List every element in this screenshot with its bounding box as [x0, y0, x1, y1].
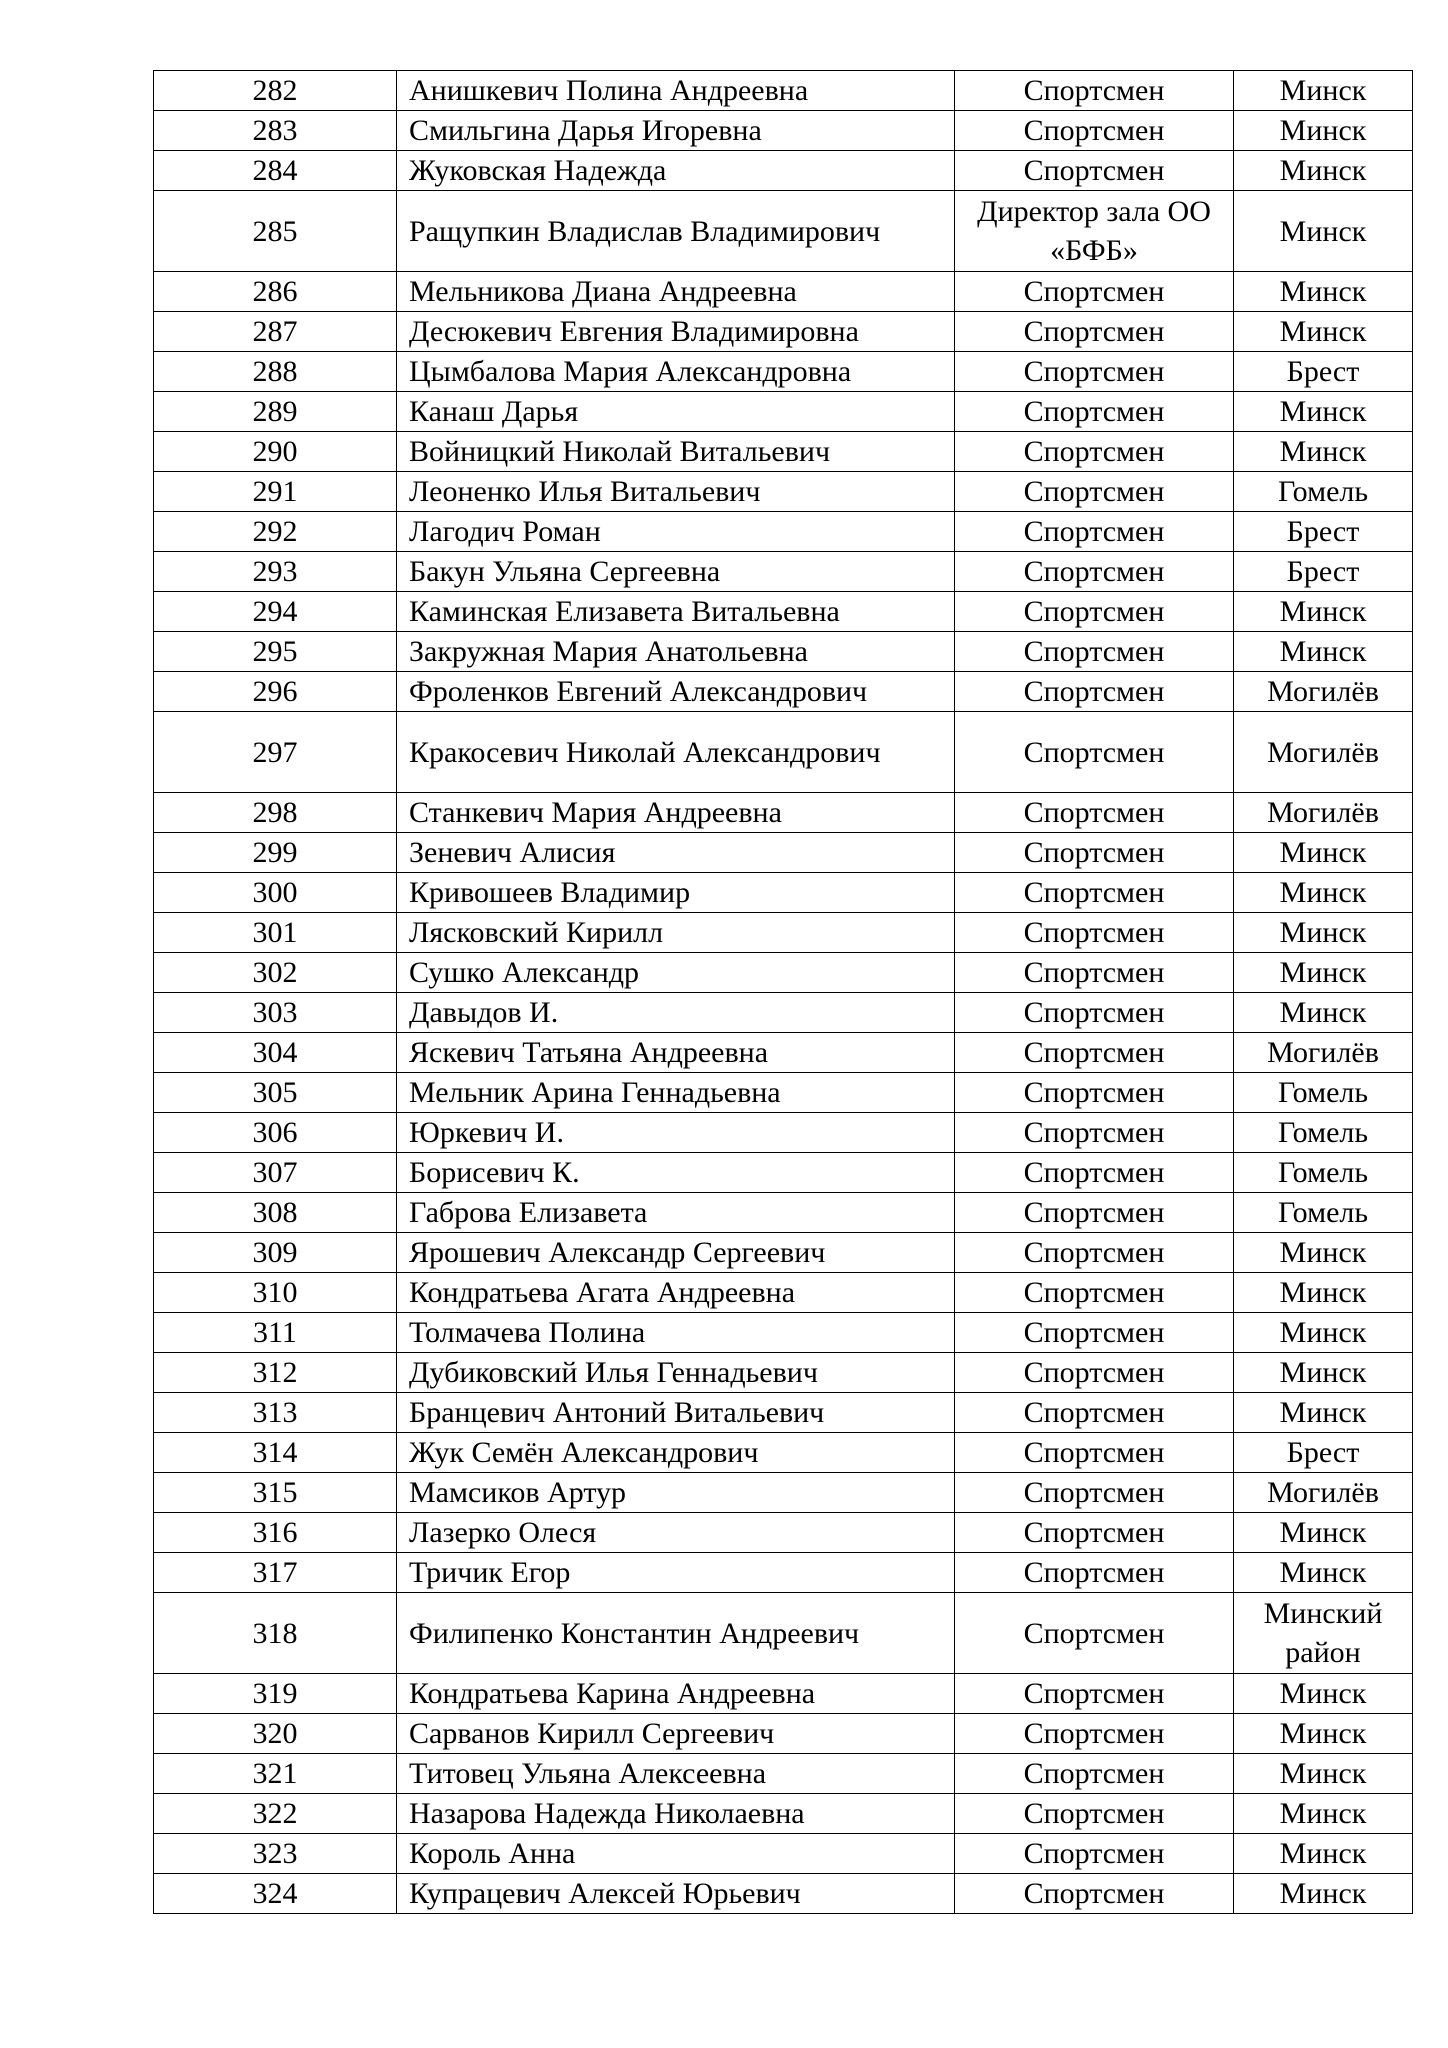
row-number: 304 [154, 1033, 397, 1073]
row-number: 309 [154, 1233, 397, 1273]
row-number: 286 [154, 272, 397, 312]
person-name: Жуковская Надежда [397, 151, 955, 191]
table-row [154, 712, 1413, 793]
row-number: 306 [154, 1113, 397, 1153]
person-name: Лазерко Олеся [397, 1513, 955, 1553]
person-role: Спортсмен [955, 913, 1234, 953]
person-role: Спортсмен [955, 1834, 1234, 1874]
row-number: 300 [154, 873, 397, 913]
table-row [154, 1834, 1413, 1874]
person-role: Спортсмен [955, 1313, 1234, 1353]
person-city: Минск [1234, 1674, 1413, 1714]
person-city: Гомель [1234, 1193, 1413, 1233]
table-row [154, 1353, 1413, 1393]
table-row [154, 993, 1413, 1033]
person-city: Минск [1234, 1794, 1413, 1834]
table-row [154, 672, 1413, 712]
table-row [154, 1674, 1413, 1714]
person-name: Купрацевич Алексей Юрьевич [397, 1874, 955, 1914]
person-role: Спортсмен [955, 1273, 1234, 1313]
row-number: 311 [154, 1313, 397, 1353]
person-city: Могилёв [1234, 1473, 1413, 1513]
table-row [154, 552, 1413, 592]
person-name: Мельникова Диана Андреевна [397, 272, 955, 312]
person-name: Бранцевич Антоний Витальевич [397, 1393, 955, 1433]
row-number: 292 [154, 512, 397, 552]
person-role: Спортсмен [955, 873, 1234, 913]
person-role: Спортсмен [955, 392, 1234, 432]
row-number: 299 [154, 833, 397, 873]
person-city: Гомель [1234, 472, 1413, 512]
person-city: Минск [1234, 151, 1413, 191]
table-row [154, 272, 1413, 312]
person-city: Минск [1234, 71, 1413, 111]
person-name: Десюкевич Евгения Владимировна [397, 312, 955, 352]
table-row [154, 71, 1413, 111]
person-role: Спортсмен [955, 1553, 1234, 1593]
table-row [154, 953, 1413, 993]
person-city: Минск [1234, 632, 1413, 672]
table-row [154, 873, 1413, 913]
table-row [154, 1273, 1413, 1313]
person-name: Каминская Елизавета Витальевна [397, 592, 955, 632]
person-name: Зеневич Алисия [397, 833, 955, 873]
person-name: Лясковский Кирилл [397, 913, 955, 953]
table-row [154, 432, 1413, 472]
person-role: Спортсмен [955, 71, 1234, 111]
person-city: Минск [1234, 312, 1413, 352]
table-row [154, 1513, 1413, 1553]
person-name: Кондратьева Агата Андреевна [397, 1273, 955, 1313]
table-row [154, 913, 1413, 953]
person-role: Спортсмен [955, 1073, 1234, 1113]
table-row [154, 1473, 1413, 1513]
person-city: Минск [1234, 1874, 1413, 1914]
person-role: Спортсмен [955, 1393, 1234, 1433]
person-role: Спортсмен [955, 993, 1234, 1033]
person-role: Спортсмен [955, 1153, 1234, 1193]
person-role: Спортсмен [955, 1754, 1234, 1794]
person-name: Кракосевич Николай Александрович [397, 712, 955, 793]
person-name: Анишкевич Полина Андреевна [397, 71, 955, 111]
table-row [154, 1593, 1413, 1674]
row-number: 316 [154, 1513, 397, 1553]
person-city: Минск [1234, 833, 1413, 873]
person-role: Спортсмен [955, 1113, 1234, 1153]
table-row [154, 592, 1413, 632]
row-number: 308 [154, 1193, 397, 1233]
table-row [154, 632, 1413, 672]
row-number: 297 [154, 712, 397, 793]
table-row [154, 1193, 1413, 1233]
person-city: Брест [1234, 512, 1413, 552]
table-row [154, 1313, 1413, 1353]
person-role: Спортсмен [955, 953, 1234, 993]
row-number: 288 [154, 352, 397, 392]
person-city: Минский район [1234, 1593, 1413, 1674]
table-row [154, 1433, 1413, 1473]
person-role: Спортсмен [955, 512, 1234, 552]
person-city: Минск [1234, 1513, 1413, 1553]
table-row [154, 1754, 1413, 1794]
table-row [154, 1393, 1413, 1433]
table-row [154, 151, 1413, 191]
row-number: 320 [154, 1714, 397, 1754]
row-number: 321 [154, 1754, 397, 1794]
person-city: Гомель [1234, 1073, 1413, 1113]
row-number: 322 [154, 1794, 397, 1834]
person-role: Спортсмен [955, 552, 1234, 592]
person-city: Минск [1234, 392, 1413, 432]
person-name: Мамсиков Артур [397, 1473, 955, 1513]
person-role: Спортсмен [955, 1433, 1234, 1473]
table-row [154, 512, 1413, 552]
person-name: Король Анна [397, 1834, 955, 1874]
row-number: 303 [154, 993, 397, 1033]
row-number: 283 [154, 111, 397, 151]
person-city: Минск [1234, 272, 1413, 312]
person-role: Спортсмен [955, 793, 1234, 833]
person-city: Минск [1234, 111, 1413, 151]
person-name: Фроленков Евгений Александрович [397, 672, 955, 712]
person-role: Спортсмен [955, 672, 1234, 712]
person-name: Толмачева Полина [397, 1313, 955, 1353]
person-name: Сушко Александр [397, 953, 955, 993]
person-name: Борисевич К. [397, 1153, 955, 1193]
person-name: Давыдов И. [397, 993, 955, 1033]
person-name: Кондратьева Карина Андреевна [397, 1674, 955, 1714]
person-role: Спортсмен [955, 1513, 1234, 1553]
table-row [154, 1153, 1413, 1193]
person-role: Спортсмен [955, 472, 1234, 512]
person-name: Цымбалова Мария Александровна [397, 352, 955, 392]
person-name: Титовец Ульяна Алексеевна [397, 1754, 955, 1794]
person-name: Ращупкин Владислав Владимирович [397, 191, 955, 272]
person-city: Минск [1234, 1273, 1413, 1313]
person-city: Минск [1234, 191, 1413, 272]
person-city: Брест [1234, 352, 1413, 392]
table-row [154, 1553, 1413, 1593]
person-role: Спортсмен [955, 1874, 1234, 1914]
person-name: Станкевич Мария Андреевна [397, 793, 955, 833]
person-city: Минск [1234, 913, 1413, 953]
person-city: Минск [1234, 592, 1413, 632]
table-row [154, 472, 1413, 512]
person-role: Спортсмен [955, 1593, 1234, 1674]
row-number: 290 [154, 432, 397, 472]
person-name: Бакун Ульяна Сергеевна [397, 552, 955, 592]
person-role: Спортсмен [955, 1794, 1234, 1834]
table-row [154, 1073, 1413, 1113]
person-role: Спортсмен [955, 1473, 1234, 1513]
person-city: Минск [1234, 873, 1413, 913]
person-name: Юркевич И. [397, 1113, 955, 1153]
person-role: Спортсмен [955, 272, 1234, 312]
person-role: Спортсмен [955, 1714, 1234, 1754]
person-city: Гомель [1234, 1113, 1413, 1153]
person-name: Жук Семён Александрович [397, 1433, 955, 1473]
person-role: Спортсмен [955, 352, 1234, 392]
row-number: 301 [154, 913, 397, 953]
person-role: Спортсмен [955, 1353, 1234, 1393]
person-name: Филипенко Константин Андреевич [397, 1593, 955, 1674]
person-name: Назарова Надежда Николаевна [397, 1794, 955, 1834]
person-role: Спортсмен [955, 111, 1234, 151]
person-name: Кривошеев Владимир [397, 873, 955, 913]
table-row [154, 1874, 1413, 1914]
person-city: Брест [1234, 1433, 1413, 1473]
row-number: 318 [154, 1593, 397, 1674]
person-role: Спортсмен [955, 432, 1234, 472]
row-number: 284 [154, 151, 397, 191]
person-city: Минск [1234, 1714, 1413, 1754]
person-city: Могилёв [1234, 1033, 1413, 1073]
roster-body [154, 71, 1413, 1914]
row-number: 295 [154, 632, 397, 672]
row-number: 298 [154, 793, 397, 833]
person-city: Гомель [1234, 1153, 1413, 1193]
row-number: 312 [154, 1353, 397, 1393]
row-number: 287 [154, 312, 397, 352]
person-name: Канаш Дарья [397, 392, 955, 432]
person-name: Войницкий Николай Витальевич [397, 432, 955, 472]
table-row [154, 793, 1413, 833]
person-city: Минск [1234, 1553, 1413, 1593]
row-number: 319 [154, 1674, 397, 1714]
person-name: Дубиковский Илья Геннадьевич [397, 1353, 955, 1393]
person-role: Спортсмен [955, 1193, 1234, 1233]
person-city: Минск [1234, 1393, 1413, 1433]
table-row [154, 352, 1413, 392]
table-row [154, 1714, 1413, 1754]
person-city: Минск [1234, 1834, 1413, 1874]
row-number: 291 [154, 472, 397, 512]
person-name: Закружная Мария Анатольевна [397, 632, 955, 672]
table-row [154, 191, 1413, 272]
person-role: Спортсмен [955, 1233, 1234, 1273]
roster-table [153, 70, 1413, 1914]
person-name: Ярошевич Александр Сергеевич [397, 1233, 955, 1273]
person-name: Сарванов Кирилл Сергеевич [397, 1714, 955, 1754]
row-number: 315 [154, 1473, 397, 1513]
table-row [154, 312, 1413, 352]
person-role: Спортсмен [955, 833, 1234, 873]
person-role: Спортсмен [955, 1674, 1234, 1714]
person-role: Спортсмен [955, 712, 1234, 793]
person-city: Минск [1234, 953, 1413, 993]
person-role: Спортсмен [955, 1033, 1234, 1073]
person-name: Леоненко Илья Витальевич [397, 472, 955, 512]
table-row [154, 111, 1413, 151]
person-city: Минск [1234, 1754, 1413, 1794]
person-role: Спортсмен [955, 151, 1234, 191]
row-number: 313 [154, 1393, 397, 1433]
person-role: Спортсмен [955, 632, 1234, 672]
row-number: 305 [154, 1073, 397, 1113]
person-name: Габрова Елизавета [397, 1193, 955, 1233]
row-number: 314 [154, 1433, 397, 1473]
person-city: Могилёв [1234, 672, 1413, 712]
row-number: 324 [154, 1874, 397, 1914]
table-row [154, 1233, 1413, 1273]
person-city: Минск [1234, 1313, 1413, 1353]
row-number: 282 [154, 71, 397, 111]
person-name: Смильгина Дарья Игоревна [397, 111, 955, 151]
row-number: 293 [154, 552, 397, 592]
person-name: Тричик Егор [397, 1553, 955, 1593]
person-city: Могилёв [1234, 793, 1413, 833]
person-city: Могилёв [1234, 712, 1413, 793]
row-number: 302 [154, 953, 397, 993]
table-row [154, 1113, 1413, 1153]
row-number: 285 [154, 191, 397, 272]
row-number: 307 [154, 1153, 397, 1193]
person-city: Минск [1234, 1353, 1413, 1393]
row-number: 296 [154, 672, 397, 712]
person-city: Брест [1234, 552, 1413, 592]
table-row [154, 833, 1413, 873]
table-row [154, 392, 1413, 432]
table-row [154, 1794, 1413, 1834]
person-city: Минск [1234, 1233, 1413, 1273]
person-name: Лагодич Роман [397, 512, 955, 552]
person-name: Яскевич Татьяна Андреевна [397, 1033, 955, 1073]
row-number: 289 [154, 392, 397, 432]
person-role: Спортсмен [955, 312, 1234, 352]
person-role: Спортсмен [955, 592, 1234, 632]
person-city: Минск [1234, 993, 1413, 1033]
person-city: Минск [1234, 432, 1413, 472]
person-role: Директор зала ОО «БФБ» [955, 191, 1234, 272]
row-number: 323 [154, 1834, 397, 1874]
row-number: 317 [154, 1553, 397, 1593]
person-name: Мельник Арина Геннадьевна [397, 1073, 955, 1113]
table-row [154, 1033, 1413, 1073]
row-number: 310 [154, 1273, 397, 1313]
row-number: 294 [154, 592, 397, 632]
